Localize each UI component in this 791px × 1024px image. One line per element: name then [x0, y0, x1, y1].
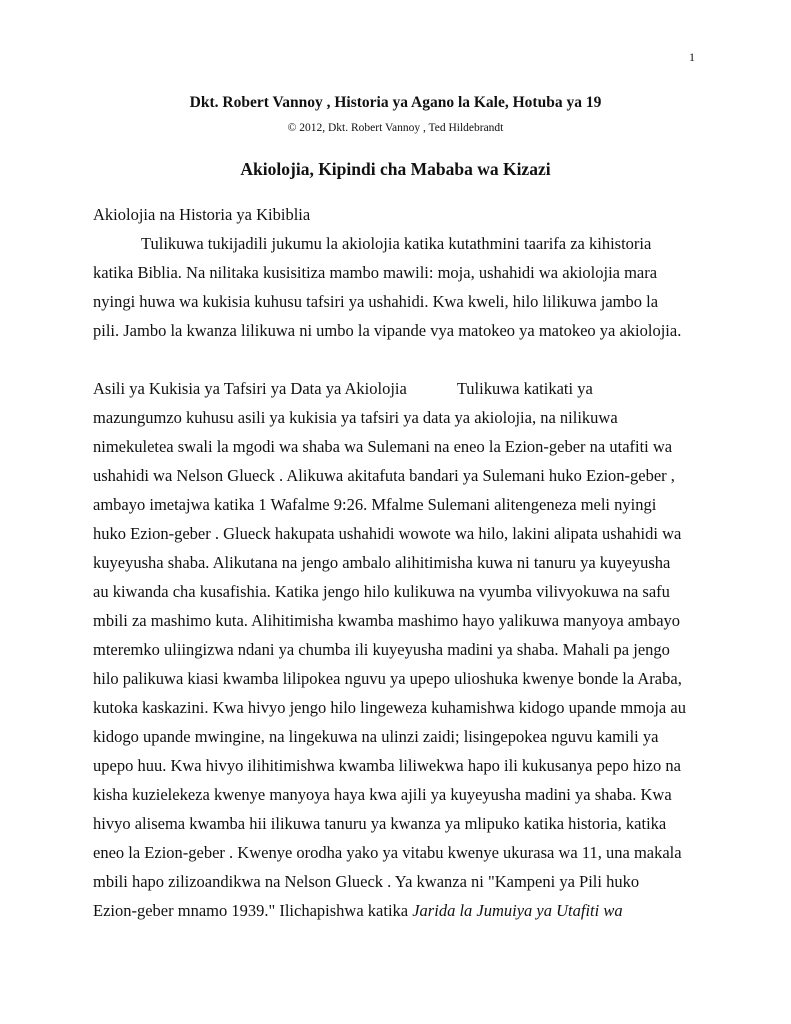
- paragraph-line: mazungumzo kuhusu asili ya kukisia ya tafsiri ya data ya akiolojia, na nilikuwa: [93, 408, 618, 427]
- section-heading: Akiolojia na Historia ya Kibiblia: [93, 205, 311, 224]
- paragraph-line: kuyeyusha shaba. Alikutana na jengo ambalo alihitimisha kuwa ni tanuru ya kuyeyusha: [93, 553, 671, 572]
- paragraph-line: pili. Jambo la kwanza lilikuwa ni umbo la vipande vya matokeo ya matokeo ya akiolojia.: [93, 321, 682, 340]
- paragraph-line: mbili hapo zilizoandikwa na Nelson Glueck . Ya kwanza ni "Kampeni ya Pili huko: [93, 872, 640, 891]
- paragraph-line: katika Biblia. Na nilitaka kusisitiza mambo mawili: moja, ushahidi wa akiolojia mara: [93, 263, 658, 282]
- paragraph-line: nimekuletea swali la mgodi wa shaba wa Sulemani na eneo la Ezion-geber na utafiti wa: [93, 437, 673, 456]
- paragraph-line: au kiwanda cha kusafishia. Katika jengo hilo kulikuwa na vyumba vilivyokuwa na safu: [93, 582, 670, 601]
- paragraph-text: Ezion-geber mnamo 1939." Ilichapishwa katika: [93, 901, 413, 920]
- paragraph-line: kisha kuzielekeza kwenye manyoya haya kwa ajili ya kuyeyusha madini ya shaba. Kwa: [93, 785, 672, 804]
- copyright-line: © 2012, Dkt. Robert Vannoy , Ted Hildebrandt: [287, 122, 504, 134]
- paragraph-line: mteremko uliingizwa ndani ya chumba ili kuyeyusha madini ya shaba. Mahali pa jengo: [93, 640, 670, 659]
- paragraph-line-with-heading: [93, 374, 705, 403]
- page-number: 1: [689, 50, 695, 64]
- document-title: Akiolojia, Kipindi cha Mababa wa Kizazi: [240, 159, 551, 179]
- paragraph-line: ambayo imetajwa katika 1 Wafalme 9:26. Mfalme Sulemani alitengeneza meli nyingi: [93, 495, 657, 514]
- paragraph-line: Tulikuwa tukijadili jukumu la akiolojia katika kutathmini taarifa za kihistoria: [141, 234, 652, 253]
- paragraph-line: mbili za mashimo kuta. Alihitimisha kwamba mashimo hayo yalikuwa manyoya ambayo: [93, 611, 681, 630]
- journal-title-italic: Jarida la Jumuiya ya Utafiti wa: [412, 901, 623, 920]
- paragraph-line: huko Ezion-geber . Glueck hakupata ushahidi wowote wa hilo, lakini alipata ushahidi wa: [93, 524, 682, 543]
- paragraph-line: kutoka kaskazini. Kwa hivyo jengo hilo lingeweza kuhamishwa kidogo upande mmoja au: [93, 698, 686, 717]
- paragraph-line: ushahidi wa Nelson Glueck . Alikuwa akitafuta bandari ya Sulemani huko Ezion-geber ,: [93, 466, 675, 485]
- paragraph-line: hilo palikuwa kiasi kwamba lilipokea nguvu ya upepo ulioshuka kwenye bonde la Araba,: [93, 669, 682, 688]
- paragraph-line: upepo huu. Kwa hivyo ilihitimishwa kwamba liliwekwa hapo ili kukusanya pepo hizo na: [93, 756, 681, 775]
- paragraph-line-last: [93, 896, 705, 925]
- paragraph-line: nyingi huwa wa kukisia kuhusu tafsiri ya ushahidi. Kwa kweli, hilo lilikuwa jambo la: [93, 292, 659, 311]
- section-speculative-interpretation: [93, 374, 705, 925]
- paragraph-text: Tulikuwa katikati ya: [456, 379, 593, 398]
- lecture-header-title: Dkt. Robert Vannoy , Historia ya Agano la Kale, Hotuba ya 19: [189, 94, 602, 111]
- paragraph-line: eneo la Ezion-geber . Kwenye orodha yako ya vitabu kwenye ukurasa wa 11, una makala: [93, 843, 682, 862]
- section-archaeology-biblical-history: [93, 200, 705, 345]
- section-heading: Asili ya Kukisia ya Tafsiri ya Data ya Akiolojia: [93, 379, 407, 398]
- paragraph-line: hivyo alisema kwamba hii ilikuwa tanuru ya kwanza ya mlipuko katika historia, katika: [93, 814, 667, 833]
- paragraph-line: kidogo upande mwingine, na lingekuwa na ulinzi zaidi; lisingepokea nguvu kamili ya: [93, 727, 659, 746]
